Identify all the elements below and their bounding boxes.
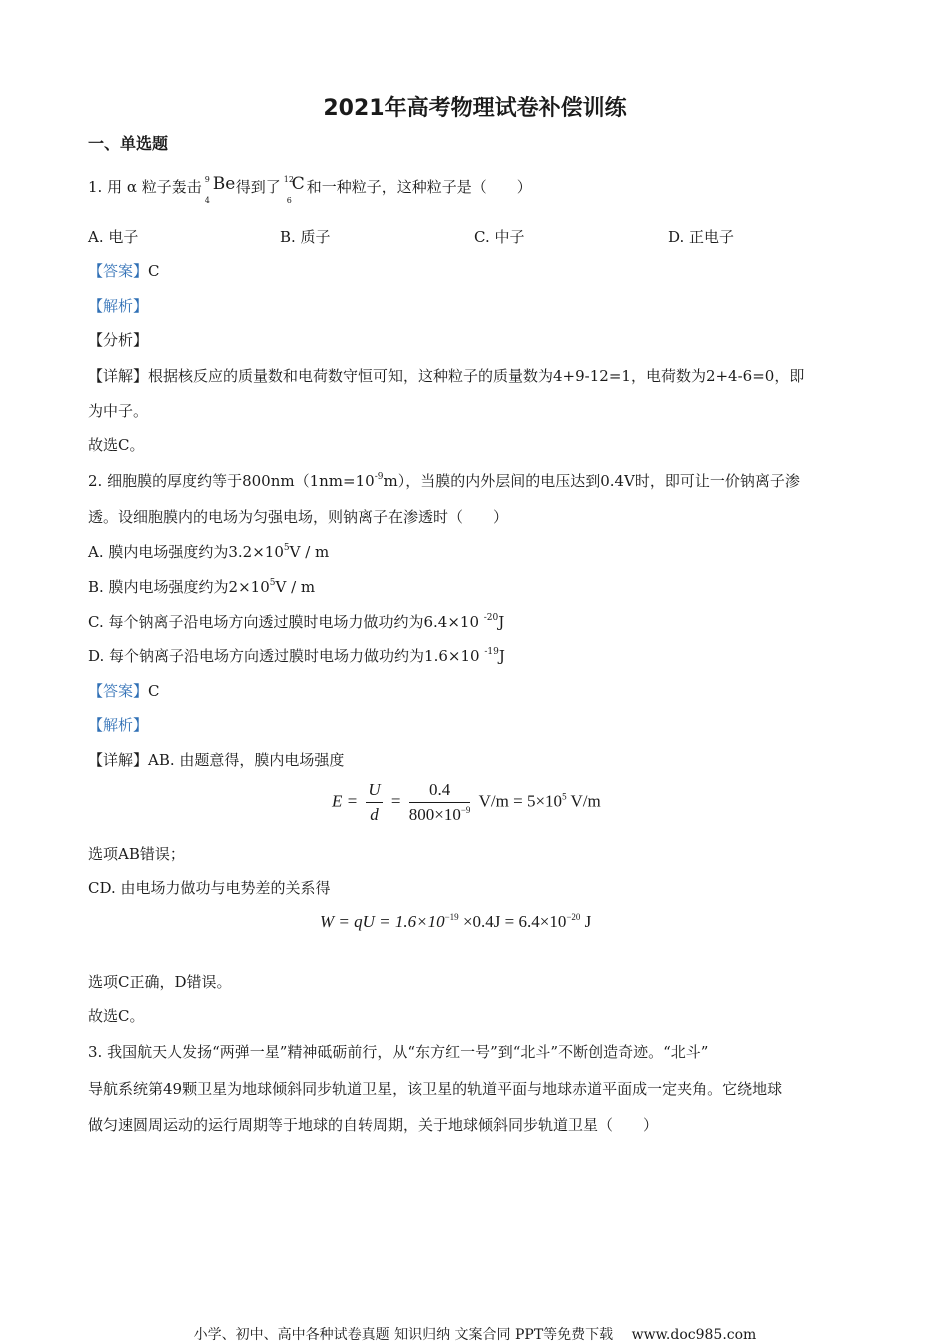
q2-detail-line-3: CD. 由电场力做功与电势差的关系得 (88, 879, 331, 897)
q2-option-a (88, 542, 329, 562)
opt-text: A. 膜内电场强度约为3.2×10 (88, 543, 284, 561)
q1-stem (88, 174, 532, 205)
q1-stem-pre: 1. 用 α 粒子轰击 (88, 178, 202, 196)
denominator: d (370, 805, 379, 824)
carbon-nuclide (281, 174, 307, 205)
opt-exp: 5 (283, 543, 290, 553)
c-symbol: C (291, 174, 305, 194)
detail-tag: 【详解】 (88, 367, 149, 385)
rhs-exp: 5 (562, 791, 567, 802)
q2-detail-line-4: 选项C正确，D错误。 (88, 973, 232, 991)
opt-exp: -20 (483, 613, 499, 623)
exp-2: −20 (566, 912, 581, 922)
q1-stem-post: 和一种粒子，这种粒子是（ ） (306, 178, 532, 196)
opt-unit: J (498, 613, 505, 631)
opt-text: B. 膜内电场强度约为2×10 (88, 578, 270, 596)
formula-part-b: ×0.4J = 6.4×10 (458, 912, 567, 931)
q2-stem-line-2: 透。设细胞膜内的电场为匀强电场，则钠离子在渗透时（ ） (88, 508, 509, 526)
formula-part-c: J (580, 912, 592, 931)
denominator (409, 803, 471, 825)
q3-stem-line-3: 做匀速圆周运动的运行周期等于地球的自转周期，关于地球倾斜同步轨道卫星（ ） (88, 1116, 659, 1134)
footer-text: 小学、初中、高中各种试卷真题 知识归纳 文案合同 PPT等免费下载 www.doc985.com (193, 1327, 757, 1343)
q2-conclusion: 故选C。 (88, 1007, 145, 1025)
q2-jiexi-tag: 【解析】 (88, 716, 149, 734)
detail-tag: 【详解】 (88, 751, 149, 769)
fraction-u-over-d (366, 780, 382, 825)
q1-option-c: C. 中子 (474, 228, 525, 246)
q1-detail-line-1 (88, 366, 804, 386)
answer-value: C (148, 262, 160, 280)
opt-text: C. 每个钠离子沿电场方向透过膜时电场力做功约为6.4×10 (88, 613, 484, 631)
q2-option-b (88, 577, 315, 597)
c-atomic-number: 6 (286, 196, 292, 205)
q2-stem-exp: -9 (374, 472, 384, 482)
detail-text: 根据核反应的质量数和电荷数守恒可知，这种粒子的质量数为4+9-12=1，电荷数为2+4-6=0，即 (148, 367, 805, 385)
q2-stem-1a: 2. 细胞膜的厚度约等于800nm（1nm=10 (88, 472, 375, 490)
answer-tag: 【答案】 (88, 262, 149, 280)
numerator: 0.4 (409, 780, 471, 803)
formula-work (320, 912, 591, 932)
be-atomic-number: 4 (204, 196, 210, 205)
opt-exp: -19 (484, 647, 499, 657)
q1-option-d: D. 正电子 (668, 228, 735, 246)
opt-unit: J (498, 647, 505, 665)
fraction-numeric (409, 780, 471, 825)
formula-part-a: W = qU = 1.6×10 (320, 912, 445, 931)
q2-option-d (88, 646, 505, 666)
be-symbol: Be (212, 174, 236, 194)
q2-stem-1b: m），当膜的内外层间的电压达到0.4V时，即可让一价钠离子渗 (383, 472, 800, 490)
numerator: U (366, 780, 382, 803)
q2-option-c (88, 612, 504, 632)
opt-unit: V / m (275, 578, 316, 596)
formula-lhs: E = (332, 791, 359, 811)
q1-option-a: A. 电子 (88, 228, 139, 246)
page-title: 2021年高考物理试卷补偿训练 (323, 96, 627, 121)
q1-option-b: B. 质子 (280, 228, 331, 246)
answer-value: C (148, 682, 160, 700)
den-exp: −9 (460, 805, 471, 815)
q3-stem-line-1: 3. 我国航天人发扬“两弹一星”精神砥砺前行，从“东方红一号”到“北斗”不断创造奇迹。“北斗” (88, 1043, 709, 1061)
answer-tag: 【答案】 (88, 682, 149, 700)
q2-stem-line-1 (88, 471, 800, 491)
q2-detail-line-2: 选项AB错误； (88, 845, 185, 863)
formula-rhs: V/m = 5×10 (478, 791, 563, 811)
q1-conclusion: 故选C。 (88, 436, 145, 454)
section-heading: 一、单选题 (88, 134, 169, 153)
q1-fenxi-tag: 【分析】 (88, 331, 149, 349)
q2-answer (88, 681, 160, 701)
c-mass-number: 12 (283, 175, 294, 184)
q3-stem-line-2: 导航系统第49颗卫星为地球倾斜同步轨道卫星，该卫星的轨道平面与地球赤道平面成一定夹角。它绕地球 (88, 1080, 783, 1098)
opt-text: D. 每个钠离子沿电场方向透过膜时电场力做功约为1.6×10 (88, 647, 485, 665)
be-mass-number: 9 (204, 175, 210, 184)
exp-1: −19 (444, 912, 459, 922)
formula-field-strength (332, 780, 601, 825)
equals-sign: = (390, 791, 401, 811)
q2-detail-line-1 (88, 750, 344, 770)
beryllium-nuclide (202, 174, 236, 205)
q1-answer (88, 261, 160, 281)
detail-text: AB. 由题意得，膜内电场强度 (148, 751, 345, 769)
q1-detail-line-2: 为中子。 (88, 402, 149, 420)
opt-unit: V / m (289, 543, 330, 561)
opt-exp: 5 (269, 578, 276, 588)
den-base: 800×10 (408, 805, 461, 824)
q1-jiexi-tag: 【解析】 (88, 297, 149, 315)
rhs-unit: V/m (566, 791, 601, 811)
q1-stem-mid: 得到了 (235, 178, 281, 196)
